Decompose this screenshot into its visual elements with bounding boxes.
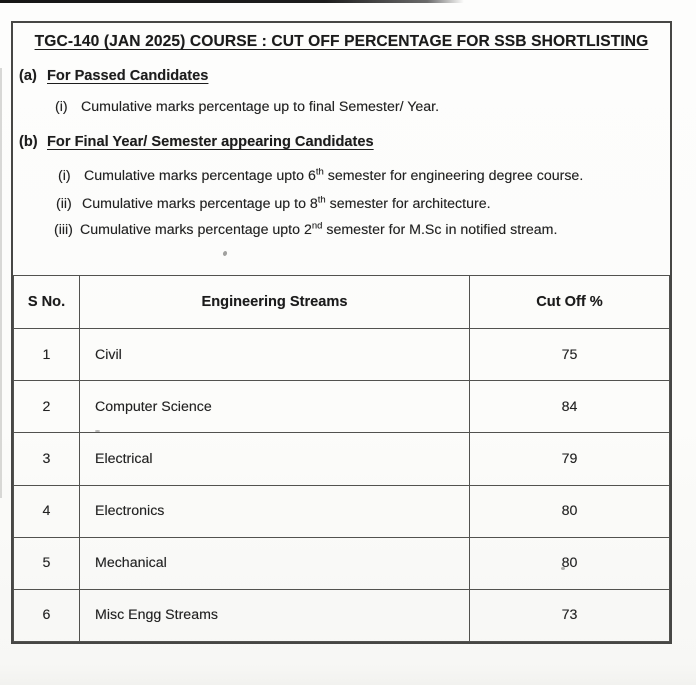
cell-stream: Computer Science <box>80 381 470 433</box>
item-superscript: nd <box>311 220 323 232</box>
table-row <box>14 381 670 433</box>
table-row <box>14 433 670 485</box>
item-text-after: semester for M.Sc in notified stream. <box>322 222 558 238</box>
cell-cutoff: 75 <box>470 329 670 381</box>
document-frame <box>11 21 672 644</box>
item-text: Cumulative marks percentage upto 2 <box>80 222 312 238</box>
item-number: (ii) <box>56 196 72 212</box>
cutoff-table <box>13 275 670 642</box>
cell-stream: Mechanical <box>80 537 470 589</box>
cell-cutoff: 80 <box>470 485 670 537</box>
scan-artifact-left-edge <box>0 68 2 498</box>
cell-sno: 4 <box>14 485 80 537</box>
item-text: Cumulative marks percentage up to 8 <box>82 196 318 212</box>
table-row <box>14 485 670 537</box>
cell-cutoff: 73 <box>470 589 670 641</box>
section-b-title: For Final Year/ Semester appearing Candidates <box>47 134 374 150</box>
section-b-heading <box>19 134 374 150</box>
table-row <box>14 329 670 381</box>
header-cutoff: Cut Off % <box>470 276 670 329</box>
table-header-row <box>14 276 670 329</box>
header-stream: Engineering Streams <box>80 276 470 329</box>
table-row <box>14 537 670 589</box>
section-b-label: (b) <box>19 134 38 150</box>
header-sno: S No. <box>14 276 80 329</box>
section-a-title: For Passed Candidates <box>47 68 209 84</box>
section-b-item-3 <box>54 222 557 238</box>
section-a-label: (a) <box>19 68 37 84</box>
cell-sno: 2 <box>14 381 80 433</box>
scan-artifact-top-strip <box>0 0 464 3</box>
cell-stream: Misc Engg Streams <box>80 589 470 641</box>
cell-sno: 6 <box>14 589 80 641</box>
section-b-item-2 <box>56 196 491 212</box>
item-superscript: th <box>315 166 324 178</box>
cell-cutoff: 79 <box>470 433 670 485</box>
item-number: (i) <box>55 99 68 115</box>
section-b-item-1 <box>58 168 583 184</box>
section-a-heading <box>19 68 208 84</box>
item-number: (i) <box>58 168 71 184</box>
item-text: Cumulative marks percentage upto 6 <box>84 168 316 184</box>
cell-sno: 1 <box>14 329 80 381</box>
item-text-after: semester for engineering degree course. <box>323 168 584 184</box>
cell-sno: 3 <box>14 433 80 485</box>
item-text-after: semester for architecture. <box>325 196 491 212</box>
item-superscript: th <box>317 194 326 206</box>
cell-cutoff: 80 <box>470 537 670 589</box>
item-text: Cumulative marks percentage up to final Semester/ Year. <box>81 99 440 115</box>
cell-stream: Electronics <box>80 485 470 537</box>
section-a-item-1 <box>55 99 439 115</box>
cell-cutoff: 84 <box>470 381 670 433</box>
table-row <box>14 589 670 641</box>
cell-stream: Electrical <box>80 433 470 485</box>
document-title: TGC-140 (JAN 2025) COURSE : CUT OFF PERCENTAGE FOR SSB SHORTLISTING <box>34 33 649 50</box>
cell-stream: Civil <box>80 329 470 381</box>
item-number: (iii) <box>54 222 73 238</box>
cell-sno: 5 <box>14 537 80 589</box>
